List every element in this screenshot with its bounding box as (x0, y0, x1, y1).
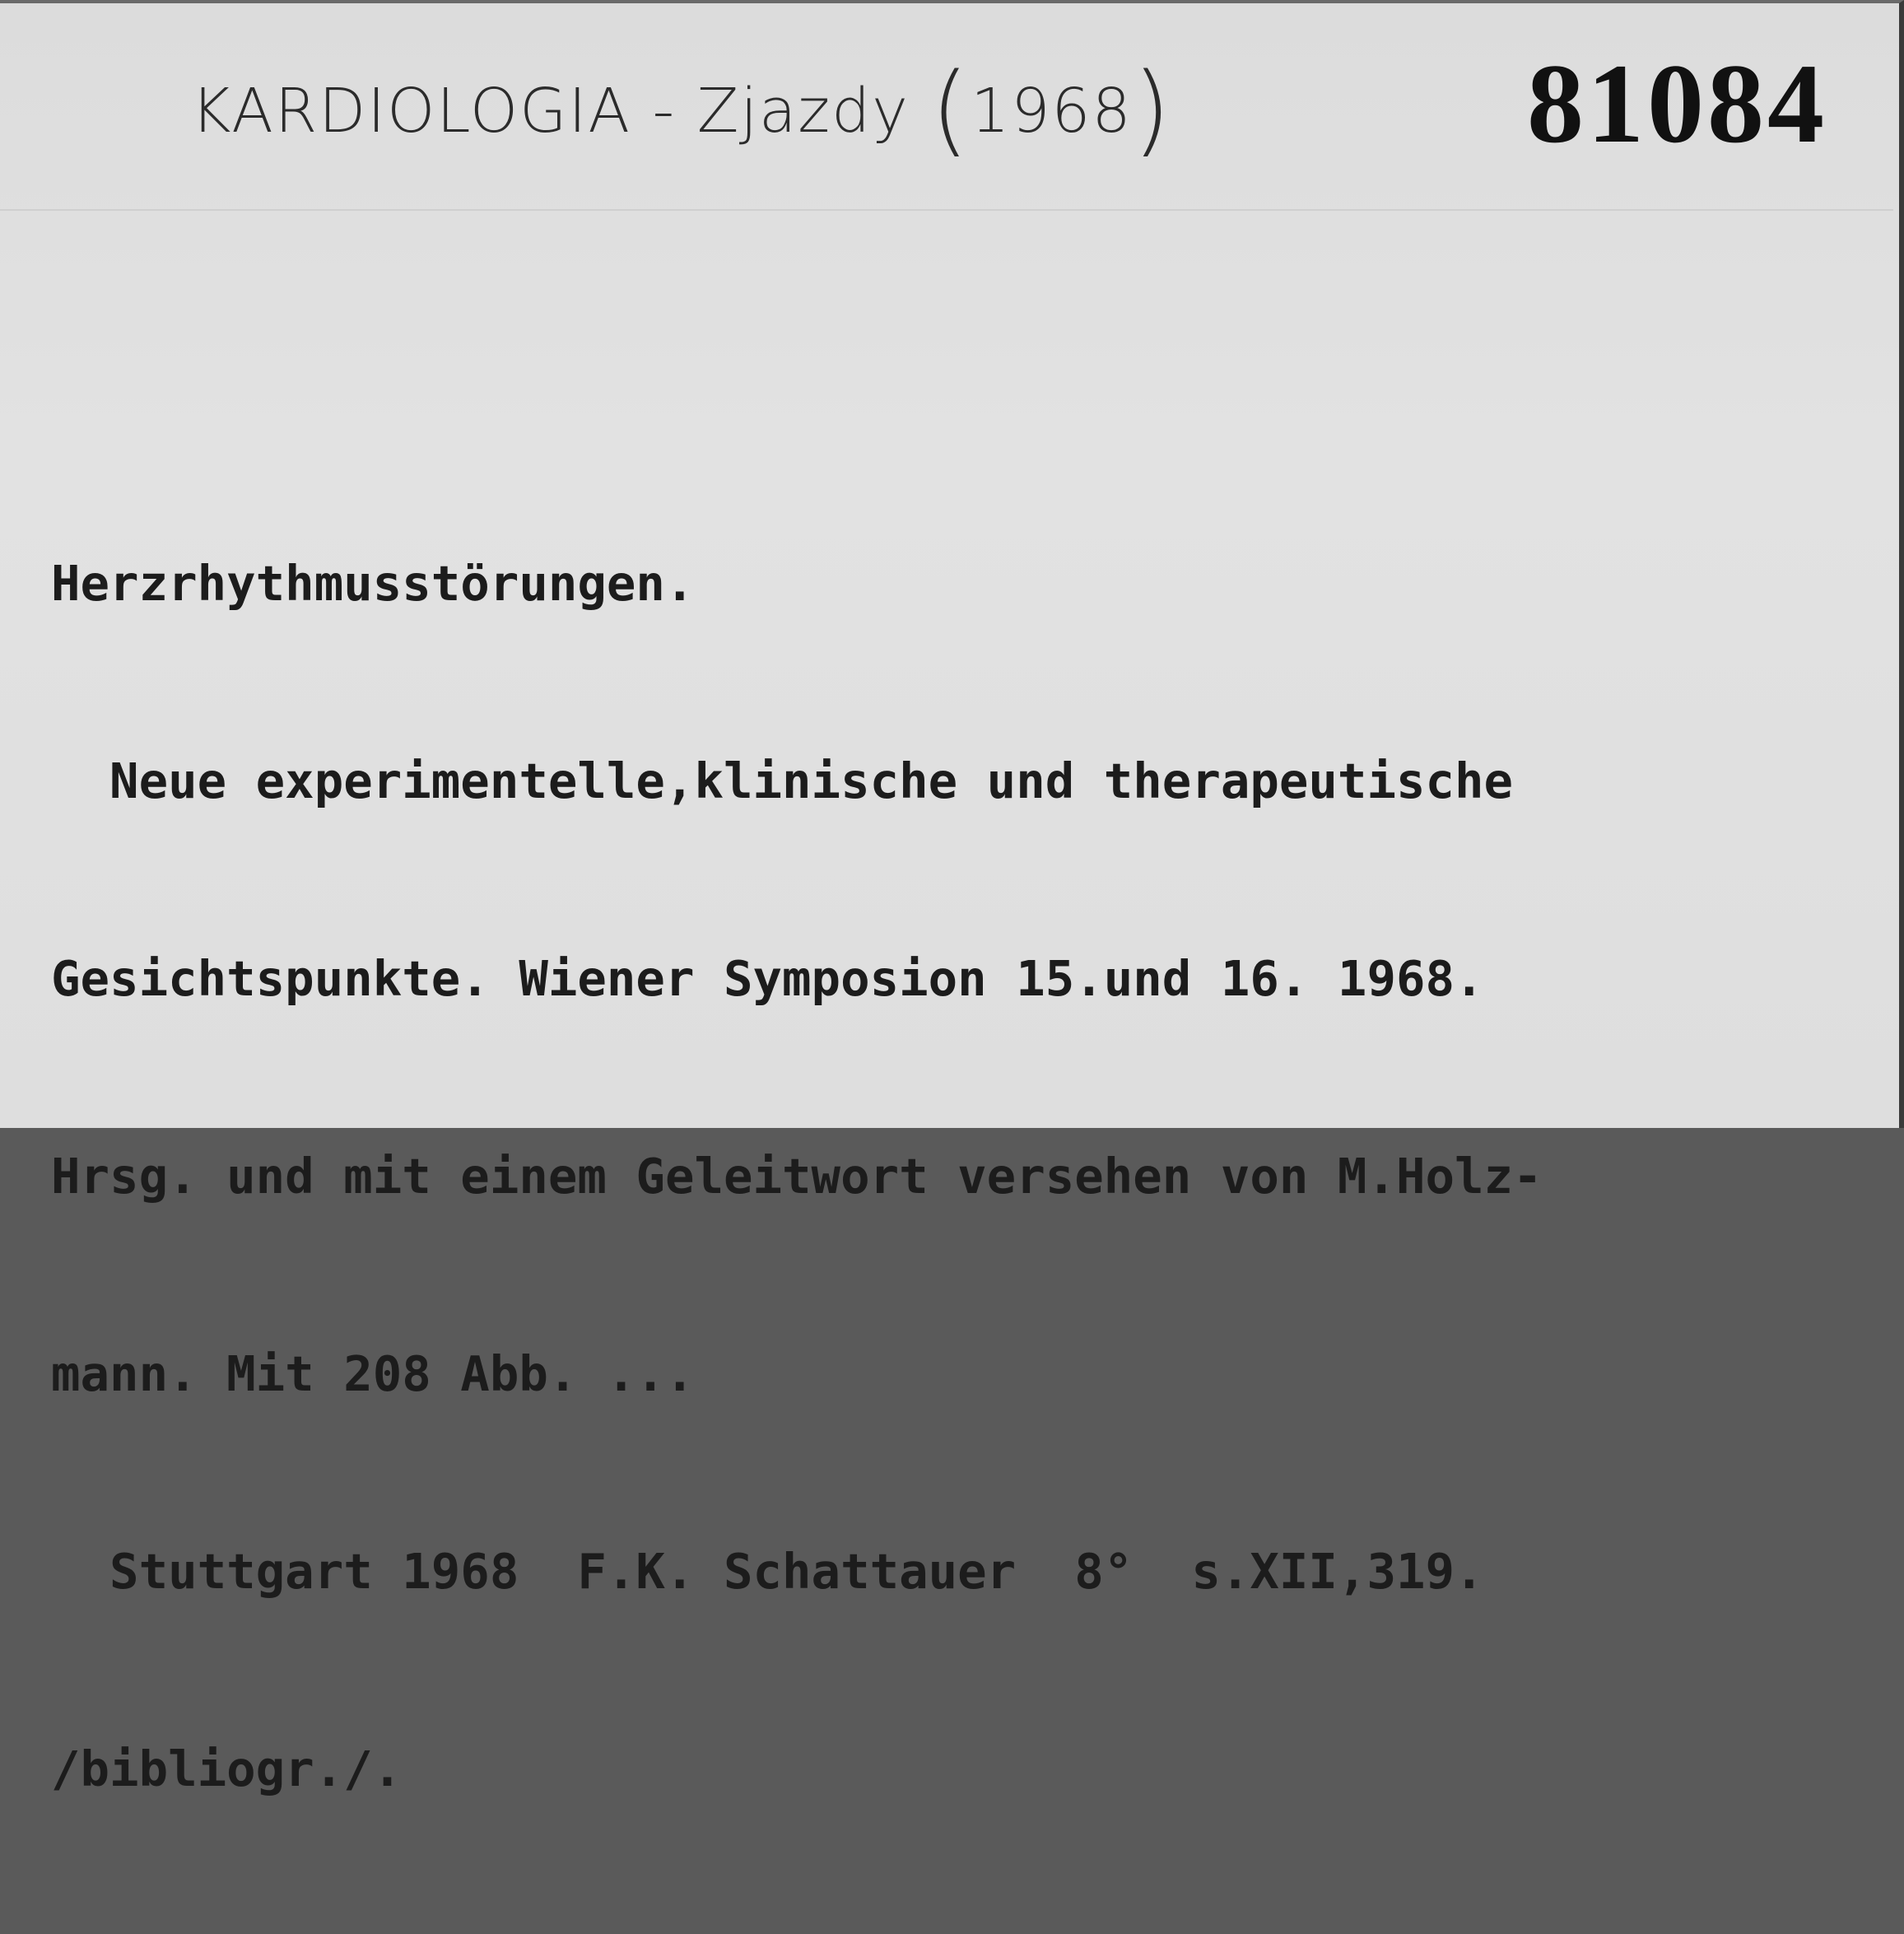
entry-line-note: /bibliogr./. (51, 1741, 403, 1797)
card-number: 81084 (1527, 40, 1827, 166)
heading-close-paren: ) (1132, 53, 1173, 167)
heading-subject: KARDIOLOGIA - Zjazdy (191, 76, 910, 147)
heading-open-paren: ( (930, 53, 971, 167)
bibliographic-entry (51, 419, 1543, 1934)
heading-year: 1968 (971, 76, 1133, 147)
header-divider (0, 209, 1893, 211)
entry-line-imprint: Stuttgart 1968 F.K. Schattauer 8° s.XII,319. (51, 1543, 1484, 1600)
entry-line-title: Herzrhythmusstörungen. (51, 555, 695, 612)
entry-line-subtitle: Neue experimentelle,klinische und therapeutische (51, 753, 1514, 809)
entry-line-illustrations: mann. Mit 208 Abb. ... (51, 1345, 695, 1402)
entry-line-subtitle-cont: Gesichtspunkte. Wiener Symposion 15.und 16. 1968. (51, 950, 1484, 1007)
entry-line-editor: Hrsg. und mit einem Geleitwort versehen von M.Holz- (51, 1148, 1543, 1205)
card-heading (191, 53, 1172, 167)
